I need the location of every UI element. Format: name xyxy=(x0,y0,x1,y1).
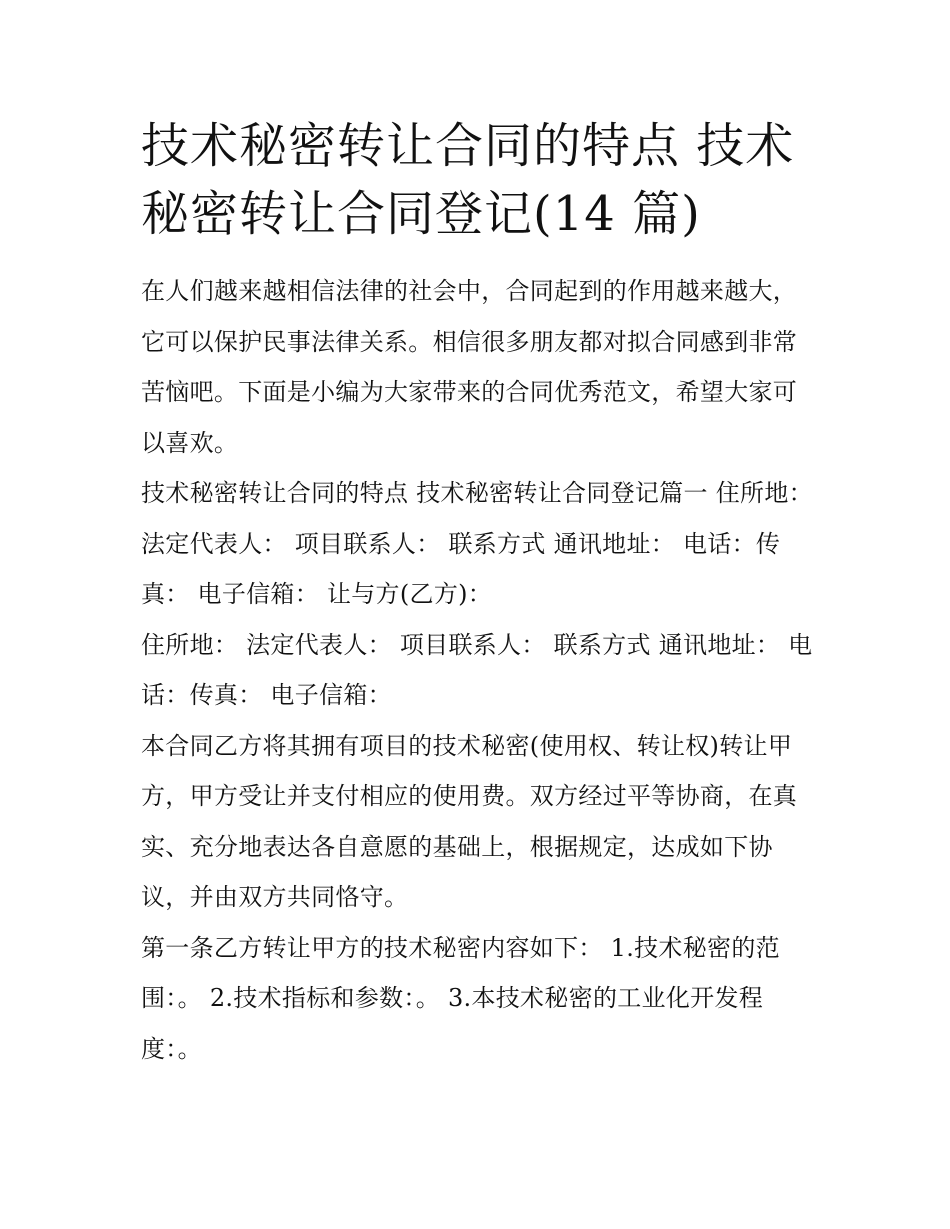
transferor-info-paragraph: 住所地： 法定代表人： 项目联系人： 联系方式 通讯地址： 电话：传真： 电子信箱： xyxy=(141,630,813,709)
article-one-paragraph: 第一条乙方转让甲方的技术秘密内容如下： 1.技术秘密的范围：。 2.技术指标和参数：。 3.本技术秘密的工业化开发程度：。 xyxy=(141,933,780,1063)
document-page xyxy=(141,112,821,1074)
agreement-paragraph: 本合同乙方将其拥有项目的技术秘密(使用权、转让权)转让甲方，甲方受让并支付相应的使用费。双方经过平等协商，在真实、充分地表达各自意愿的基础上，根据规定，达成如下协议，并由双方共同恪守。 xyxy=(141,731,798,911)
transferee-info-paragraph: 技术秘密转让合同的特点 技术秘密转让合同登记篇一 住所地： 法定代表人： 项目联系人： 联系方式 通讯地址： 电话：传真： 电子信箱： 让与方(乙方)： xyxy=(141,479,813,608)
document-title: 技术秘密转让合同的特点 技术秘密转让合同登记(14 篇) xyxy=(141,118,795,242)
intro-paragraph: 在人们越来越相信法律的社会中，合同起到的作用越来越大，它可以保护民事法律关系。相信很多朋友都对拟合同感到非常苦恼吧。下面是小编为大家带来的合同优秀范文，希望大家可以喜欢。 xyxy=(141,277,798,457)
